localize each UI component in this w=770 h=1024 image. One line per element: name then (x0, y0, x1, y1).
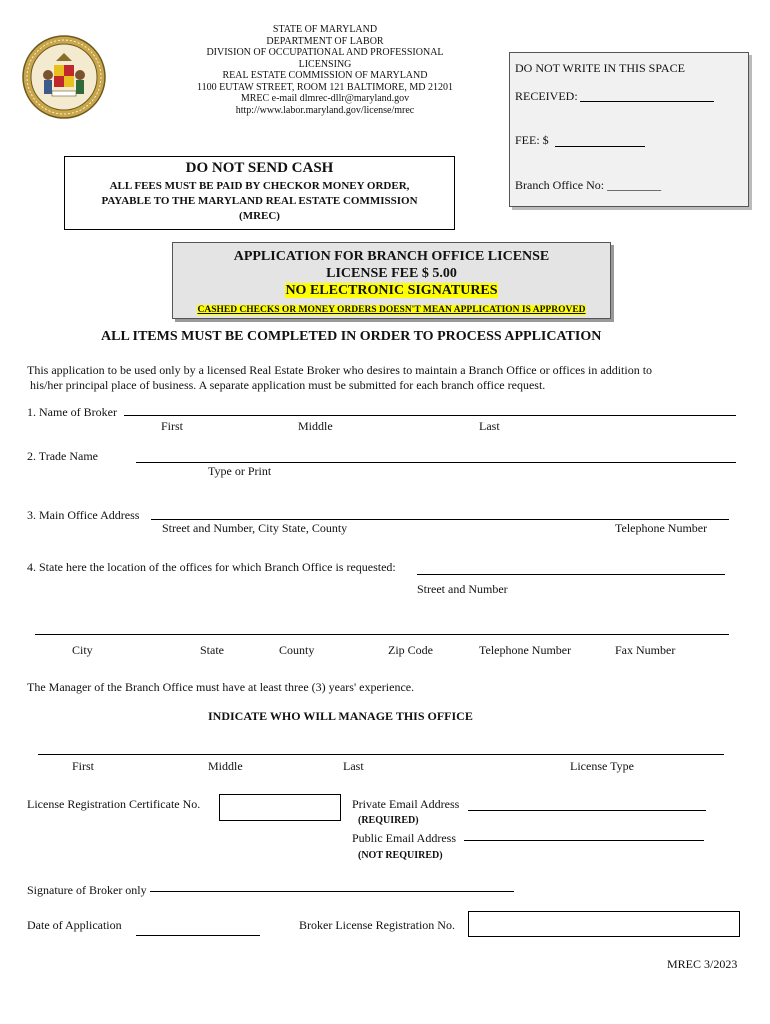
header-line: 1100 EUTAW STREET, ROOM 121 BALTIMORE, MD 21201 (197, 81, 453, 93)
application-title-box (172, 242, 611, 319)
license-reg-cert-input[interactable] (219, 794, 341, 821)
received-label: RECEIVED: (515, 89, 578, 103)
completion-heading: ALL ITEMS MUST BE COMPLETED IN ORDER TO PROCESS APPLICATION (101, 329, 602, 344)
public-email-not-required: (NOT REQUIRED) (358, 850, 443, 861)
manager-experience-note: The Manager of the Branch Office must have at least three (3) years' experience. (27, 680, 415, 694)
cash-notice-box (64, 156, 455, 230)
agency-header (180, 24, 470, 116)
header-line: LICENSING (298, 58, 352, 70)
broker-name-field[interactable] (124, 415, 736, 416)
county-caption: County (279, 643, 315, 657)
zip-code-caption: Zip Code (388, 643, 433, 657)
no-esig-wrap (173, 283, 610, 299)
type-or-print-caption: Type or Print (208, 464, 272, 478)
form-id: MREC 3/2023 (667, 957, 738, 971)
license-type-caption: License Type (570, 759, 634, 773)
telephone-number-caption: Telephone Number (615, 521, 708, 535)
date-label: Date of Application (27, 918, 122, 932)
manager-name-field[interactable] (38, 754, 724, 755)
signature-label: Signature of Broker only (27, 883, 147, 897)
disclaimer-wrap (173, 301, 610, 316)
manager-first-caption: First (72, 759, 95, 773)
cash-notice-title: DO NOT SEND CASH (185, 160, 334, 176)
application-title: APPLICATION FOR BRANCH OFFICE LICENSE (233, 249, 550, 264)
trade-name-field[interactable] (136, 462, 736, 463)
cash-notice-line: ALL FEES MUST BE PAID BY CHECKOR MONEY ORDER, (109, 180, 410, 192)
instructions-para: his/her principal place of business. A separate application must be submitted for each branch office request. (27, 378, 546, 392)
last-name-caption: Last (479, 419, 500, 433)
instructions-para: This application to be used only by a licensed Real Estate Broker who desires to maintain a Branch Office or offices in addition to (27, 363, 653, 377)
private-email-label: Private Email Address (352, 797, 460, 811)
public-email-label: Public Email Address (352, 831, 456, 845)
public-email-field[interactable] (464, 840, 704, 841)
no-electronic-signatures: NO ELECTRONIC SIGNATURES (285, 283, 498, 298)
header-line: REAL ESTATE COMMISSION OF MARYLAND (222, 70, 428, 81)
header-line: STATE OF MARYLAND (272, 24, 378, 35)
header-line: MREC e-mail dlmrec-dllr@maryland.gov (240, 93, 410, 104)
broker-name-label: 1. Name of Broker (27, 405, 117, 419)
state-caption: State (200, 643, 224, 657)
cash-notice-line: PAYABLE TO THE MARYLAND REAL ESTATE COMMISSION (101, 195, 418, 207)
branch-location-label: 4. State here the location of the offices for which Branch Office is requested: (27, 560, 396, 574)
office-use-box (509, 52, 749, 207)
branch-city-state-field[interactable] (35, 634, 729, 635)
manager-heading: INDICATE WHO WILL MANAGE THIS OFFICE (208, 709, 473, 723)
telephone-caption: Telephone Number (479, 643, 572, 657)
license-fee: LICENSE FEE $ 5.00 (326, 266, 457, 281)
license-reg-cert-label: License Registration Certificate No. (27, 797, 201, 811)
cashed-checks-disclaimer: CASHED CHECKS OR MONEY ORDERS DOESN'T MEAN APPLICATION IS APPROVED (197, 305, 586, 315)
fee-label: FEE: $ (515, 133, 549, 147)
private-email-required: (REQUIRED) (358, 815, 419, 826)
main-office-label: 3. Main Office Address (27, 508, 140, 522)
city-caption: City (72, 643, 93, 657)
fax-number-caption: Fax Number (615, 643, 676, 657)
branch-street-field[interactable] (417, 574, 725, 575)
private-email-field[interactable] (468, 810, 706, 811)
header-line: DIVISION OF OCCUPATIONAL AND PROFESSIONAL (206, 47, 444, 58)
header-line: DEPARTMENT OF LABOR (266, 35, 384, 47)
manager-last-caption: Last (343, 759, 364, 773)
manager-middle-caption: Middle (208, 759, 243, 773)
middle-name-caption: Middle (298, 419, 333, 433)
broker-license-reg-input[interactable] (468, 911, 740, 937)
maryland-state-seal (22, 35, 106, 119)
street-city-caption: Street and Number, City State, County (162, 521, 348, 535)
received-line[interactable] (580, 101, 714, 102)
trade-name-label: 2. Trade Name (27, 449, 98, 463)
cash-notice-line: (MREC) (239, 210, 280, 222)
signature-field[interactable] (150, 891, 514, 892)
branch-office-no-label: Branch Office No: _________ (515, 178, 662, 192)
first-name-caption: First (161, 419, 184, 433)
date-field[interactable] (136, 935, 260, 936)
office-use-title: DO NOT WRITE IN THIS SPACE (515, 61, 685, 75)
fee-line[interactable] (555, 146, 645, 147)
street-number-caption: Street and Number (417, 582, 508, 596)
header-line: http://www.labor.maryland.gov/license/mrec (235, 104, 415, 116)
broker-license-reg-label: Broker License Registration No. (299, 918, 455, 932)
main-office-field[interactable] (151, 519, 729, 520)
